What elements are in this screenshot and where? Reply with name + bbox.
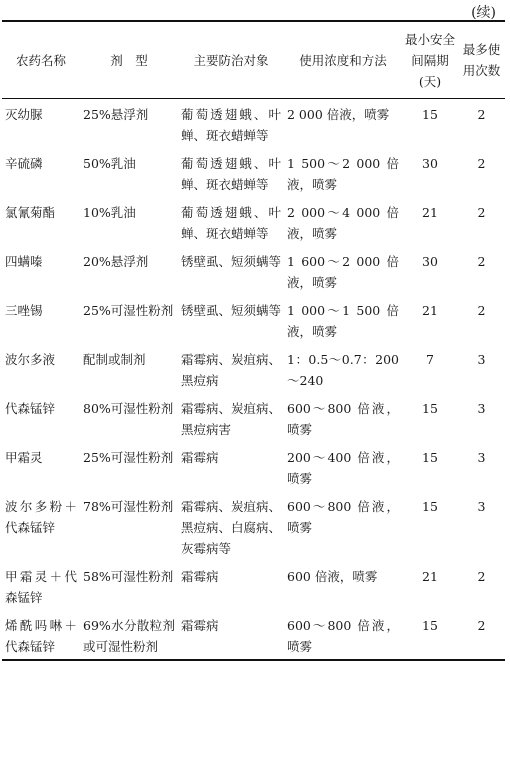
cell-max-uses: 2 <box>477 618 486 633</box>
cell-max-uses: 3 <box>477 450 486 465</box>
cell-main-target: 锈壁虱、短须螨等 <box>181 254 282 269</box>
cell-formulation: 20%悬浮剂 <box>83 254 149 269</box>
table-header-row <box>2 21 505 99</box>
cell-pesticide-name: 四螨嗪 <box>5 254 43 269</box>
header-main-target: 主要防治对象 <box>193 52 269 68</box>
cell-usage: 2 000～4 000 倍液，喷雾 <box>287 205 399 241</box>
cell-usage: 600～800 倍液，喷雾 <box>287 499 399 535</box>
table-row <box>2 246 505 295</box>
cell-pesticide-name: 甲霜灵 <box>5 450 43 465</box>
cell-usage: 1 500～2 000 倍液，喷雾 <box>287 156 399 192</box>
cell-max-uses: 2 <box>477 156 486 171</box>
table-row <box>2 344 505 393</box>
cell-pesticide-name: 代森锰锌 <box>5 401 56 416</box>
cell-usage: 1 600～2 000 倍液，喷雾 <box>287 254 399 290</box>
table-row <box>2 99 505 149</box>
table-row <box>2 491 505 561</box>
cell-formulation: 58%可湿性粉剂 <box>83 569 174 584</box>
cell-usage: 200～400 倍液，喷雾 <box>287 450 399 486</box>
cell-max-uses: 2 <box>477 107 486 122</box>
cell-safety-interval: 15 <box>422 450 438 465</box>
cell-main-target: 葡萄透翅蛾、叶蝉、斑衣蜡蝉等 <box>181 205 281 241</box>
cell-safety-interval: 21 <box>422 205 438 220</box>
cell-pesticide-name: 波尔多液 <box>5 352 56 367</box>
table-row <box>2 393 505 442</box>
table-row <box>2 561 505 610</box>
cell-formulation: 25%悬浮剂 <box>83 107 149 122</box>
cell-formulation: 25%可湿性粉剂 <box>83 303 174 318</box>
cell-main-target: 霜霉病 <box>181 450 219 465</box>
cell-pesticide-name: 三唑锡 <box>5 303 43 318</box>
cell-main-target: 霜霉病、炭疽病、黑痘病 <box>181 352 282 388</box>
header-max-uses: 最多使用次数 <box>462 42 501 78</box>
cell-main-target: 锈壁虱、短须螨等 <box>181 303 282 318</box>
cell-safety-interval: 21 <box>422 303 438 318</box>
table-row <box>2 442 505 491</box>
cell-pesticide-name: 氯氰菊酯 <box>5 205 56 220</box>
table-row <box>2 295 505 344</box>
cell-safety-interval: 15 <box>422 401 438 416</box>
cell-formulation: 25%可湿性粉剂 <box>83 450 174 465</box>
table-row <box>2 148 505 197</box>
cell-max-uses: 2 <box>477 569 486 584</box>
cell-formulation: 80%可湿性粉剂 <box>83 401 174 416</box>
cell-safety-interval: 30 <box>422 156 438 171</box>
continued-label: (续) <box>471 5 496 21</box>
table-row <box>2 610 505 660</box>
cell-usage: 600～800 倍液，喷雾 <box>287 618 399 654</box>
header-usage: 使用浓度和方法 <box>299 52 387 68</box>
cell-max-uses: 2 <box>477 254 486 269</box>
cell-max-uses: 2 <box>477 303 486 318</box>
cell-formulation: 78%可湿性粉剂 <box>83 499 174 514</box>
header-formulation: 剂 型 <box>110 52 148 68</box>
cell-pesticide-name: 甲霜灵＋代森锰锌 <box>5 569 77 605</box>
cell-max-uses: 3 <box>477 401 486 416</box>
cell-max-uses: 3 <box>477 499 486 514</box>
cell-main-target: 霜霉病、炭疽病、黑痘病、白腐病、灰霉病等 <box>181 499 282 556</box>
cell-usage: 1：0.5～0.7：200～240 <box>287 352 399 388</box>
cell-formulation: 50%乳油 <box>83 156 136 171</box>
cell-formulation: 10%乳油 <box>83 205 136 220</box>
cell-formulation: 配制或制剂 <box>83 352 146 367</box>
cell-safety-interval: 21 <box>422 569 438 584</box>
cell-usage: 2 000 倍液，喷雾 <box>287 107 390 122</box>
cell-pesticide-name: 波尔多粉＋代森锰锌 <box>5 499 77 535</box>
header-safety-interval: 最小安全间隔期(天) <box>405 31 456 89</box>
cell-main-target: 霜霉病 <box>181 569 219 584</box>
cell-pesticide-name: 灭幼脲 <box>5 107 43 122</box>
cell-formulation: 69%水分散粒剂或可湿性粉剂 <box>83 618 175 654</box>
cell-main-target: 霜霉病 <box>181 618 219 633</box>
cell-usage: 600～800 倍液，喷雾 <box>287 401 399 437</box>
cell-main-target: 霜霉病、炭疽病、黑痘病害 <box>181 401 282 437</box>
cell-safety-interval: 15 <box>422 499 438 514</box>
pesticide-table <box>2 20 505 661</box>
cell-safety-interval: 15 <box>422 107 438 122</box>
cell-main-target: 葡萄透翅蛾、叶蝉、斑衣蜡蝉等 <box>181 107 281 143</box>
cell-pesticide-name: 辛硫磷 <box>5 156 43 171</box>
cell-safety-interval: 15 <box>422 618 438 633</box>
cell-pesticide-name: 烯酰吗啉＋代森锰锌 <box>5 618 77 654</box>
cell-safety-interval: 7 <box>426 352 434 367</box>
cell-max-uses: 2 <box>477 205 486 220</box>
cell-main-target: 葡萄透翅蛾、叶蝉、斑衣蜡蝉等 <box>181 156 281 192</box>
cell-usage: 1 000～1 500 倍液，喷雾 <box>287 303 399 339</box>
header-pesticide-name: 农药名称 <box>15 52 66 68</box>
cell-max-uses: 3 <box>477 352 486 367</box>
cell-usage: 600 倍液，喷雾 <box>287 569 378 584</box>
table-row <box>2 197 505 246</box>
cell-safety-interval: 30 <box>422 254 438 269</box>
